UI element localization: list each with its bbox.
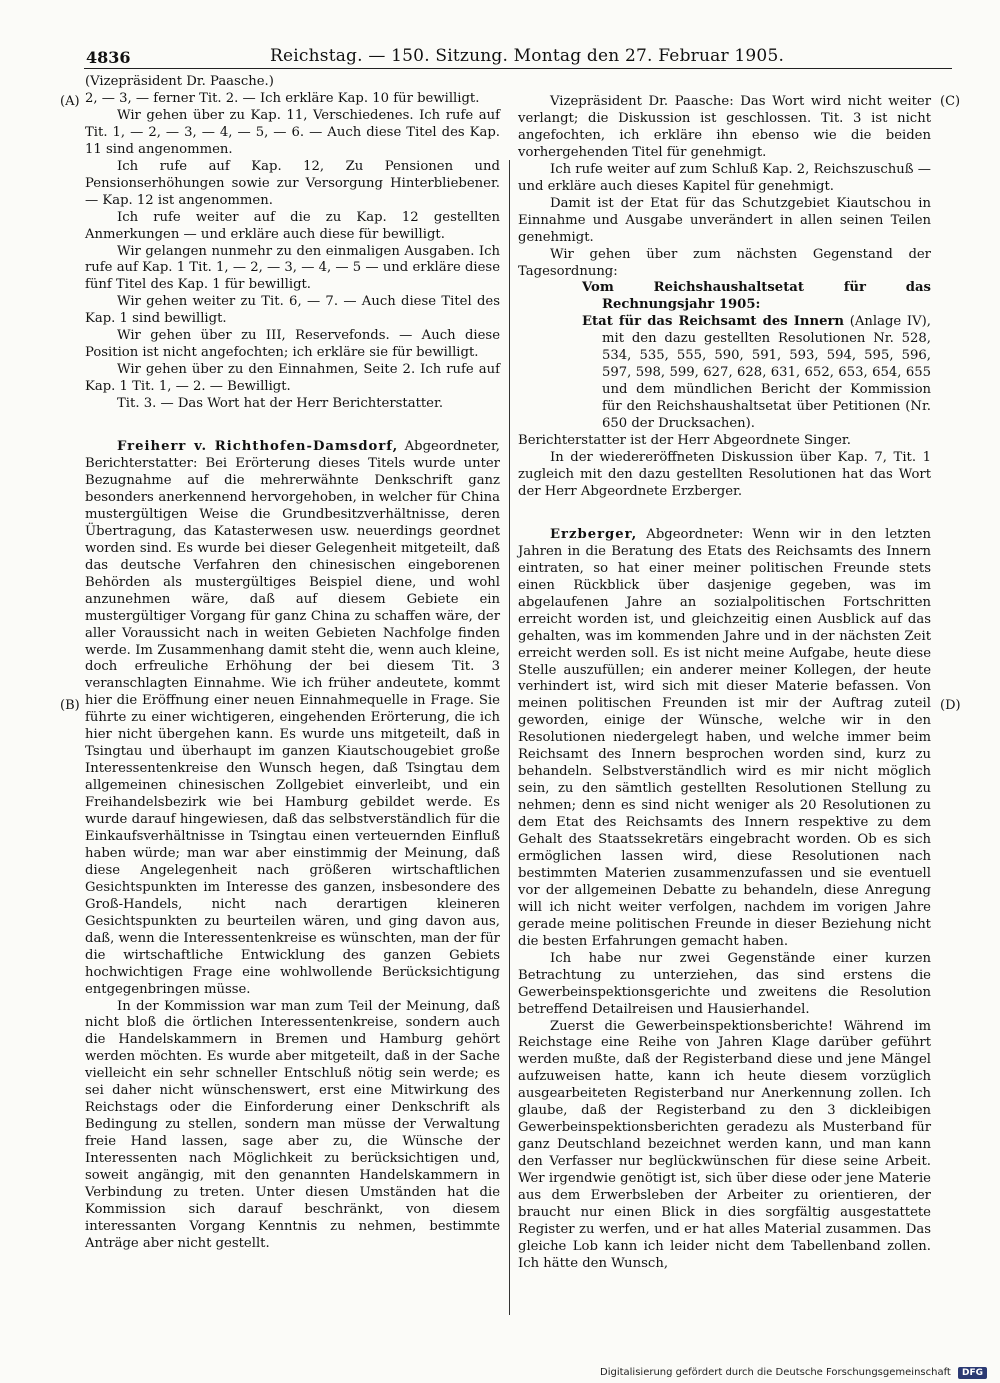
speaker-name: Freiherr v. Richthofen-Damsdorf,	[117, 439, 399, 455]
margin-mark-d: (D)	[940, 698, 961, 713]
speech-text: Wenn wir in den letzten Jahren in die Beratung des Etats des Reichsamts des Innern eintraten, so hat einer meiner politischen Freunde stets einen Rückblick über dasjenige gegeben, was im abgelaufenen Jahre an sozialpolitischen Fortschritten erreicht worden ist, und gleichzeitig einen Ausblick auf das gehalten, was im kommenden Jahre und in der nächsten Zeit erreicht werden soll. Es ist nicht meine Aufgabe, heute diese Stelle auszufüllen; ein anderer meiner Kollegen, der heute verhindert ist, wird sich mit dieser Materie befassen. Von meinen politischen Freunden ist mir der Auftrag zuteil geworden, einige der Wünsche, welche wir in den Resolutionen niedergelegt haben, und welche immer beim Reichsamt des Innern besprochen worden sind, kurz zu behandeln. Selbstverständlich wird es mir nicht möglich sein, zu den sämtlich gestellten Resolutionen Stellung zu nehmen; denn es sind nicht weniger als 20 Resolutionen zu dem Etat des Reichsamts des Innern respektive zu dem Gehalt des Staatssekretärs eingebracht worden. Ob es sich ermöglichen lassen wird, diese Resolutionen nach bestimmten Materien zusammenzufassen und sie eventuell vor der allgemeinen Debatte zu behandeln, diese Anregung will ich nicht weiter verfolgen, nachdem im vorigen Jahre gerade meine politischen Freunde in dieser Beziehung nicht die besten Erfahrungen gemacht haben.	[518, 526, 931, 949]
margin-mark-a: (A)	[60, 94, 80, 109]
speaker-note: (Vizepräsident Dr. Paasche.)	[85, 74, 274, 89]
paragraph: Wir gehen über zu den Einnahmen, Seite 2. Ich rufe auf Kap. 1 Tit. 1, — 2. — Bewilligt.	[85, 362, 500, 395]
speech-paragraph: Ich habe nur zwei Gegenstände einer kurzen Betrachtung zu unterziehen, das sind erstens die Gewerbeinspektionsgerichte und zweitens die Resolution betreffend Detailreisen und Hausierhandel.	[518, 950, 931, 1017]
speaker-role: Abgeordneter:	[646, 526, 744, 542]
footer	[600, 1367, 987, 1379]
dfg-logo: DFG	[958, 1367, 987, 1379]
paragraph: Wir gelangen nunmehr zu den einmaligen Ausgaben. Ich rufe auf Kap. 1 Tit. 1, — 2, — 3, — 4, — 5 — und erkläre diese fünf Titel des Kap. 1 für bewilligt.	[85, 243, 500, 293]
header-rule	[84, 68, 952, 69]
agenda-item	[518, 314, 931, 433]
agenda-item-text: (Anlage IV), mit den dazu gestellten Resolutionen Nr. 528, 534, 535, 555, 590, 591, 593, 594, 595, 596, 597, 598, 599, 627, 628, 631, 652, 653, 654, 655 und dem mündlichen Bericht der Kommission für den Reichshaushaltsetat über Petitionen (Nr. 650 der Drucksachen).	[602, 314, 931, 432]
paragraph: Wir gehen weiter zu Tit. 6, — 7. — Auch diese Titel des Kap. 1 sind bewilligt.	[85, 294, 500, 327]
speech-paragraph: Zuerst die Gewerbeinspektionsberichte! Während im Reichstage eine Reihe von Jahren Klage darüber geführt werden mußte, daß der Registerband diese und jene Mängel aufzuweisen hatte, kann ich heute diesem vorzüglich ausgearbeiteten Registerband nur Anerkennung zollen. Ich glaube, daß der Registerband zu den 3 dickleibigen Gewerbeinspektionsberichten geradezu als Musterband für ganz Deutschland bezeichnet werden kann, und man kann den Verfasser nur beglückwünschen für diese seine Arbeit. Wer irgendwie genötigt ist, sich über diese oder jene Materie aus dem Erwerbsleben der Arbeiter zu orientieren, der braucht nur einen Blick in dies sorgfältig ausgestattete Register zu werfen, und er hat alles Material zusammen. Das gleiche Lob kann ich leider nicht dem Tabellenband zollen. Ich hätte den Wunsch,	[518, 1018, 931, 1271]
paragraph: 2, — 3, — ferner Tit. 2. — Ich erkläre Kap. 10 für bewilligt.	[85, 90, 480, 106]
paragraph: Wir gehen über zu Kap. 11, Verschiedenes. Ich rufe auf Tit. 1, — 2, — 3, — 4, — 5, — 6. — Auch diese Titel des Kap. 11 sind angenommen.	[85, 107, 500, 157]
speech-paragraph	[85, 439, 500, 998]
right-column	[518, 94, 931, 1273]
paragraph: Ich rufe weiter auf zum Schluß Kap. 2, Reichszuschuß — und erkläre auch dieses Kapitel für genehmigt.	[518, 161, 931, 194]
speech-paragraph	[518, 527, 931, 951]
page-number: 4836	[86, 48, 131, 67]
running-head: Reichstag. — 150. Sitzung. Montag den 27. Februar 1905.	[270, 46, 785, 66]
speech-text: Bei Erörterung dieses Titels wurde unter Bezugnahme auf die mehrerwähnte Denkschrift ganz besonders anerkennend hervorgehoben, in welcher für China mustergültigen Weise die Grundbesitzverhältnisse, deren Übertragung, das Katasterwesen usw. neuerdings geordnet worden sind. Es wurde bei dieser Gelegenheit mitgeteilt, daß das deutsche Verfahren den chinesischen eingeborenen Behörden als mustergültiges Beispiel diene, und wohl anzunehmen wäre, daß auf diesem Gebiete ein mustergültiger Vorgang für ganz China zu schaffen wäre, der aller Voraussicht nach in weiten Gebieten Nachfolge finden werde. Im Zusammenhang damit steht die, wenn auch kleine, doch erfreuliche Erhöhung der bei diesem Tit. 3 veranschlagten Einnahme. Wie ich früher andeutete, kommt hier die Eröffnung einer neuen Einnahmequelle in Frage. Sie führte zu einer wichtigeren, eingehenden Erörterung, die ich hier nicht übergehen kann. Es wurde uns mitgeteilt, daß in Tsingtau und überhaupt im ganzen Kiautschougebiet große Interessentenkreise den Wunsch hegen, daß Tsingtau dem allgemeinen chinesischen Zollgebiet einverleibt, und ein Freihandelsbezirk wie bei Hamburg gebildet werde. Es wurde darauf hingewiesen, daß das selbstverständlich für die Einkaufsverhältnisse in Tsingtau einen verteuernden Einfluß haben würde; man war aber einstimmig der Meinung, daß diese Angelegenheit nach größeren wirtschaftlichen Gesichtspunkten im Interesse des ganzen, insbesondere des Groß-Handels, nicht nach derartigen kleineren Gesichtspunkten zu beurteilen wären, und ging davon aus, daß, wenn die Interessentenkreise es wünschten, man der für die wirtschaftliche Entwicklung des ganzen Gebiets hochwichtigen Frage eine wohlwollende Berücksichtigung entgegenbringen müsse.	[85, 456, 500, 997]
paragraph: Berichterstatter ist der Herr Abgeordnete Singer.	[518, 433, 851, 449]
left-column	[85, 74, 500, 1253]
speech-paragraph	[518, 94, 931, 162]
paragraph: Ich rufe auf Kap. 12, Zu Pensionen und Pensionserhöhungen sowie zur Versorgung Hinterbliebener. — Kap. 12 ist angenommen.	[85, 158, 500, 208]
paragraph: Damit ist der Etat für das Schutzgebiet Kiautschou in Einnahme und Ausgabe unverändert in allen seinen Teilen genehmigt.	[518, 195, 931, 245]
speech-paragraph: In der Kommission war man zum Teil der Meinung, daß nicht bloß die örtlichen Interessentenkreise, sondern auch die Handelskammern in Bremen und Hamburg gehört werden möchten. Es wurde aber mitgeteilt, daß in der Sache vielleicht ein sehr schneller Entschluß nötig sein werde; es sei daher nicht wünschenswert, erst eine Mitwirkung des Reichstags oder die Einforderung einer Denkschrift als Bedingung zu stellen, sondern man müsse der Verwaltung freie Hand lassen, sage aber zu, die Wünsche der Interessenten nach Möglichkeit zu berücksichtigen und, soweit angängig, mit den genannten Handelskammern in Verbindung zu treten. Unter diesen Umständen hat die Kommission sich darauf beschränkt, von diesem interessanten Vorgang Kenntnis zu nehmen, bestimmte Anträge aber nicht gestellt.	[85, 998, 500, 1251]
agenda-title: Vom Reichshaushaltsetat für das Rechnungsjahr 1905:	[582, 280, 931, 313]
paragraph: Ich rufe weiter auf die zu Kap. 12 gestellten Anmerkungen — und erkläre auch diese für bewilligt.	[85, 209, 500, 242]
column-divider	[509, 160, 510, 1315]
paragraph: Wir gehen über zum nächsten Gegenstand der Tagesordnung:	[518, 246, 931, 279]
agenda-item-title: Etat für das Reichsamt des Innern	[582, 314, 845, 330]
paragraph: In der wiedereröffneten Diskussion über Kap. 7, Tit. 1 zugleich mit den dazu gestellten Resolutionen hat das Wort der Herr Abgeordnete Erzberger.	[518, 450, 931, 499]
speaker-name: Vizepräsident Dr. Paasche:	[550, 94, 734, 109]
footer-text: Digitalisierung gefördert durch die Deutsche Forschungsgemeinschaft	[600, 1367, 951, 1378]
margin-mark-b: (B)	[60, 698, 80, 713]
margin-mark-c: (C)	[940, 94, 961, 109]
speaker-name: Erzberger,	[550, 526, 638, 542]
paragraph: Wir gehen über zu III, Reservefonds. — Auch diese Position ist nicht angefochten; ich erkläre sie für bewilligt.	[85, 328, 500, 361]
speech-text: Das Wort wird nicht weiter verlangt; die Diskussion ist geschlossen. Tit. 3 ist nicht angefochten, ich erkläre ihn ebenso wie die beiden vorhergehenden Titel für genehmigt.	[518, 94, 932, 160]
speaker-role: Abgeordneter, Berichterstatter:	[85, 439, 500, 472]
paragraph: Tit. 3. — Das Wort hat der Herr Berichterstatter.	[117, 396, 444, 412]
